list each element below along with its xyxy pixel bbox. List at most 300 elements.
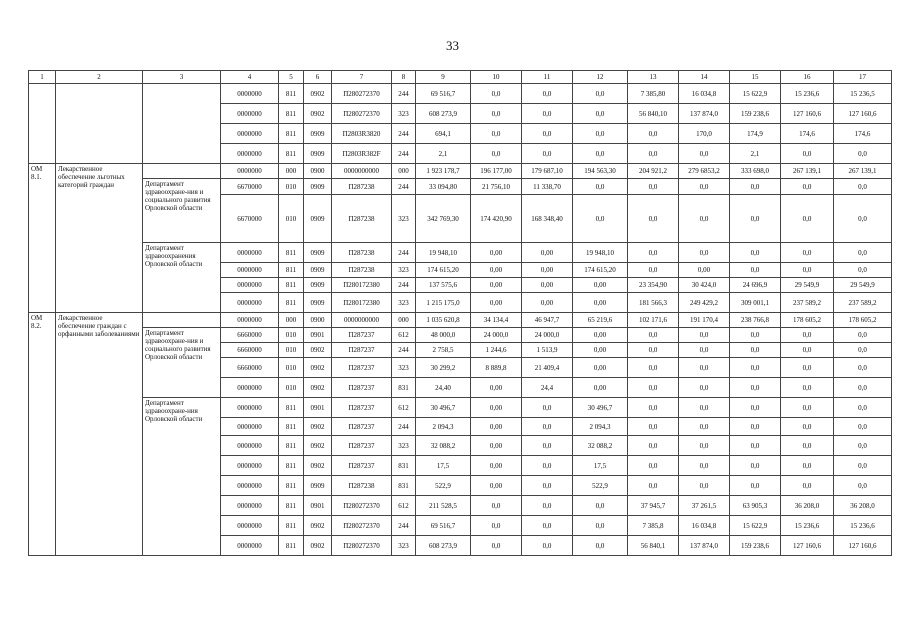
- table-cell: 0,0: [781, 358, 834, 378]
- table-cell: 2 094,3: [416, 418, 471, 436]
- table-cell: 0,00: [471, 398, 522, 418]
- table-cell: 0000000: [221, 278, 279, 293]
- header-cell: 12: [573, 71, 628, 84]
- table-cell: 0,0: [628, 378, 679, 398]
- table-cell: 831: [392, 456, 416, 476]
- header-cell: 10: [471, 71, 522, 84]
- table-cell: 16 034,8: [679, 516, 730, 536]
- table-cell: 0000000: [221, 313, 279, 328]
- table-cell: 333 698,0: [730, 164, 781, 179]
- table-cell: 15 236,5: [834, 84, 892, 104]
- table-cell: 522,9: [573, 476, 628, 496]
- measure-code: ОМ 8.2.: [29, 313, 56, 556]
- table-cell: 0,0: [781, 456, 834, 476]
- table-cell: 34 134,4: [471, 313, 522, 328]
- table-cell: 0,00: [522, 263, 573, 278]
- table-cell: 0000000000: [332, 313, 392, 328]
- measure-code: ОМ 8.1.: [29, 164, 56, 313]
- table-cell: 0,0: [628, 358, 679, 378]
- table-cell: 0,00: [573, 358, 628, 378]
- table-cell: П287238: [332, 179, 392, 195]
- table-cell: 0,0: [628, 328, 679, 343]
- table-cell: 174 615,20: [416, 263, 471, 278]
- table-cell: 0,0: [573, 536, 628, 556]
- table-cell: 0,0: [834, 328, 892, 343]
- table-cell: 15 236,6: [781, 84, 834, 104]
- table-cell: 244: [392, 243, 416, 263]
- table-cell: 323: [392, 104, 416, 124]
- table-cell: 0,0: [628, 144, 679, 164]
- table-cell: 0000000: [221, 293, 279, 313]
- table-cell: П280272370: [332, 104, 392, 124]
- table-cell: 30 424,0: [679, 278, 730, 293]
- table-cell: 811: [279, 536, 304, 556]
- table-body: [29, 71, 892, 556]
- table-cell: 159 238,6: [730, 104, 781, 124]
- table-cell: 0000000: [221, 418, 279, 436]
- table-cell: 168 348,40: [522, 195, 573, 243]
- table-row: [29, 164, 892, 179]
- table-cell: 24 000,0: [522, 328, 573, 343]
- table-cell: П287237: [332, 456, 392, 476]
- table-cell: 811: [279, 144, 304, 164]
- department-name: Департамент здравоохране-ния и социального развития Орловской области: [143, 328, 221, 398]
- table-cell: 0000000: [221, 263, 279, 278]
- table-cell: 0,0: [781, 398, 834, 418]
- table-cell: 244: [392, 124, 416, 144]
- table-cell: 0,0: [679, 378, 730, 398]
- table-cell: 0902: [304, 436, 332, 456]
- table-cell: 0,0: [730, 418, 781, 436]
- table-cell: 0,0: [628, 436, 679, 456]
- header-cell: 7: [332, 71, 392, 84]
- table-cell: 178 605,2: [834, 313, 892, 328]
- table-cell: 238 766,8: [730, 313, 781, 328]
- table-cell: 0,0: [730, 456, 781, 476]
- table-cell: 0,0: [573, 516, 628, 536]
- table-cell: 612: [392, 328, 416, 343]
- table-cell: 0909: [304, 278, 332, 293]
- table-cell: 0901: [304, 398, 332, 418]
- table-cell: 323: [392, 436, 416, 456]
- table-cell: 127 160,6: [781, 104, 834, 124]
- table-cell: 56 840,1: [628, 536, 679, 556]
- table-cell: 0,0: [834, 195, 892, 243]
- table-cell: 0901: [304, 496, 332, 516]
- department-name: [143, 313, 221, 328]
- department-name: Департамент здравоохране-ния и социального развития Орловской области: [143, 179, 221, 243]
- table-cell: 15 236,6: [781, 516, 834, 536]
- table-cell: 6670000: [221, 179, 279, 195]
- table-cell: 69 516,7: [416, 516, 471, 536]
- table-cell: 0,00: [471, 476, 522, 496]
- table-cell: 2,1: [416, 144, 471, 164]
- table-cell: 0902: [304, 516, 332, 536]
- table-cell: 6670000: [221, 195, 279, 243]
- table-cell: П287238: [332, 243, 392, 263]
- table-cell: П287237: [332, 418, 392, 436]
- table-row: [29, 313, 892, 328]
- table-cell: 0,00: [471, 293, 522, 313]
- header-cell: 2: [56, 71, 143, 84]
- table-cell: 0,0: [781, 179, 834, 195]
- table-cell: 174,6: [834, 124, 892, 144]
- table-cell: 0909: [304, 179, 332, 195]
- table-cell: 170,0: [679, 124, 730, 144]
- table-cell: 0902: [304, 536, 332, 556]
- table-cell: 0,0: [522, 536, 573, 556]
- table-cell: 0,00: [522, 278, 573, 293]
- table-cell: 811: [279, 278, 304, 293]
- table-cell: 33 094,80: [416, 179, 471, 195]
- table-cell: 811: [279, 496, 304, 516]
- table-cell: 0,0: [628, 418, 679, 436]
- table-cell: 0,0: [573, 195, 628, 243]
- table-cell: 63 905,3: [730, 496, 781, 516]
- header-cell: 3: [143, 71, 221, 84]
- table-cell: 0,0: [679, 476, 730, 496]
- measure-code: [29, 84, 56, 164]
- table-cell: 23 354,90: [628, 278, 679, 293]
- table-cell: 0902: [304, 343, 332, 358]
- table-cell: 0,0: [730, 476, 781, 496]
- table-cell: 15 622,9: [730, 84, 781, 104]
- table-cell: 0,0: [471, 104, 522, 124]
- table-cell: 0,0: [573, 84, 628, 104]
- table-cell: 0909: [304, 124, 332, 144]
- table-cell: 811: [279, 293, 304, 313]
- table-cell: 0901: [304, 328, 332, 343]
- header-cell: 15: [730, 71, 781, 84]
- table-cell: 0,0: [834, 243, 892, 263]
- table-cell: П287237: [332, 378, 392, 398]
- measure-name: Лекарственное обеспечение льготных категорий граждан: [56, 164, 143, 313]
- table-cell: 0,0: [522, 436, 573, 456]
- table-cell: 0,0: [781, 418, 834, 436]
- table-cell: 11 338,70: [522, 179, 573, 195]
- table-cell: 0,00: [522, 293, 573, 313]
- table-cell: 0,0: [679, 398, 730, 418]
- table-cell: 0,00: [679, 263, 730, 278]
- table-cell: 127 160,6: [834, 104, 892, 124]
- table-cell: 0909: [304, 476, 332, 496]
- table-cell: 612: [392, 496, 416, 516]
- table-cell: 0,0: [573, 124, 628, 144]
- table-cell: 0000000: [221, 243, 279, 263]
- table-cell: 0,0: [522, 144, 573, 164]
- table-cell: 0,0: [834, 358, 892, 378]
- table-cell: 323: [392, 293, 416, 313]
- table-cell: 0,00: [471, 418, 522, 436]
- table-cell: 0,0: [730, 378, 781, 398]
- table-cell: 174 420,90: [471, 195, 522, 243]
- header-cell: 14: [679, 71, 730, 84]
- table-cell: 24,4: [522, 378, 573, 398]
- table-cell: П280272370: [332, 536, 392, 556]
- table-cell: 0,0: [471, 536, 522, 556]
- table-cell: 1 035 620,8: [416, 313, 471, 328]
- table-cell: 0,0: [730, 358, 781, 378]
- table-cell: 244: [392, 343, 416, 358]
- table-cell: 811: [279, 124, 304, 144]
- table-cell: 522,9: [416, 476, 471, 496]
- table-cell: 694,1: [416, 124, 471, 144]
- table-cell: 0000000: [221, 398, 279, 418]
- table-cell: 0,0: [522, 398, 573, 418]
- table-cell: 137 874,0: [679, 536, 730, 556]
- table-cell: 0902: [304, 456, 332, 476]
- table-row: [29, 84, 892, 104]
- table-cell: 21 756,10: [471, 179, 522, 195]
- table-cell: 0000000: [221, 496, 279, 516]
- header-cell: 1: [29, 71, 56, 84]
- table-cell: 6660000: [221, 358, 279, 378]
- table-cell: 000: [392, 164, 416, 179]
- table-cell: 0000000: [221, 536, 279, 556]
- table-header-row: [29, 71, 892, 84]
- table-cell: 0,0: [834, 418, 892, 436]
- table-cell: 0,0: [522, 456, 573, 476]
- table-cell: 0000000000: [332, 164, 392, 179]
- table-cell: 811: [279, 243, 304, 263]
- table-cell: 0,0: [471, 496, 522, 516]
- table-cell: 1 513,9: [522, 343, 573, 358]
- table-cell: 0,0: [471, 144, 522, 164]
- measure-name: Лекарственное обеспечение граждан с орфанными заболеваниями: [56, 313, 143, 556]
- table-cell: П287238: [332, 195, 392, 243]
- table-cell: 0,0: [730, 243, 781, 263]
- table-cell: 19 948,10: [573, 243, 628, 263]
- table-cell: 323: [392, 195, 416, 243]
- table-cell: 0909: [304, 144, 332, 164]
- table-cell: 0,0: [628, 456, 679, 476]
- table-cell: 010: [279, 378, 304, 398]
- table-cell: 0,0: [834, 456, 892, 476]
- table-cell: 191 170,4: [679, 313, 730, 328]
- table-cell: 204 921,2: [628, 164, 679, 179]
- table-cell: 181 566,3: [628, 293, 679, 313]
- table-cell: 0,0: [628, 195, 679, 243]
- table-cell: 0909: [304, 195, 332, 243]
- table-cell: 0902: [304, 358, 332, 378]
- table-cell: 32 088,2: [416, 436, 471, 456]
- table-cell: 16 034,8: [679, 84, 730, 104]
- table-cell: 48 000,0: [416, 328, 471, 343]
- table-cell: 309 001,1: [730, 293, 781, 313]
- header-cell: 16: [781, 71, 834, 84]
- table-cell: 137 575,6: [416, 278, 471, 293]
- table-cell: П287238: [332, 263, 392, 278]
- table-cell: 0,0: [834, 343, 892, 358]
- table-cell: П287237: [332, 436, 392, 456]
- table-cell: 323: [392, 263, 416, 278]
- table-cell: 0,0: [679, 456, 730, 476]
- table-cell: 0,0: [679, 436, 730, 456]
- table-cell: 0,0: [471, 84, 522, 104]
- table-row: [29, 398, 892, 418]
- table-cell: 279 6853,2: [679, 164, 730, 179]
- table-cell: 0,00: [522, 243, 573, 263]
- table-cell: 0,00: [471, 278, 522, 293]
- table-cell: П287237: [332, 398, 392, 418]
- table-cell: 137 874,0: [679, 104, 730, 124]
- table-cell: 15 236,6: [834, 516, 892, 536]
- table-cell: 000: [279, 313, 304, 328]
- table-cell: 211 528,5: [416, 496, 471, 516]
- table-cell: 0,00: [573, 328, 628, 343]
- header-cell: 8: [392, 71, 416, 84]
- table-cell: 0,0: [834, 398, 892, 418]
- table-cell: 0,0: [471, 516, 522, 536]
- table-cell: 0,0: [730, 195, 781, 243]
- table-cell: 323: [392, 358, 416, 378]
- table-cell: 0,0: [628, 398, 679, 418]
- table-cell: П287237: [332, 343, 392, 358]
- table-cell: 0,0: [628, 263, 679, 278]
- table-cell: 0000000: [221, 476, 279, 496]
- table-cell: 2 758,5: [416, 343, 471, 358]
- header-cell: 5: [279, 71, 304, 84]
- table-cell: 0,0: [730, 179, 781, 195]
- table-cell: 0,0: [679, 179, 730, 195]
- department-name: Департамент здравоохране-ния Орловской области: [143, 398, 221, 556]
- table-cell: П2803R3820: [332, 124, 392, 144]
- table-cell: 0000000: [221, 124, 279, 144]
- table-cell: 0,0: [781, 378, 834, 398]
- table-cell: 831: [392, 378, 416, 398]
- table-cell: 0,00: [573, 278, 628, 293]
- table-cell: 0,0: [781, 343, 834, 358]
- table-cell: 0,0: [730, 398, 781, 418]
- page-number: 33: [446, 38, 459, 53]
- table-cell: 249 429,2: [679, 293, 730, 313]
- table-cell: 0,00: [573, 343, 628, 358]
- table-cell: 6660000: [221, 343, 279, 358]
- table-cell: 010: [279, 358, 304, 378]
- table-cell: 0000000: [221, 378, 279, 398]
- table-cell: 0000000: [221, 456, 279, 476]
- table-cell: 811: [279, 516, 304, 536]
- table-cell: 0,0: [522, 84, 573, 104]
- table-cell: П280272370: [332, 516, 392, 536]
- table-cell: 1 215 175,0: [416, 293, 471, 313]
- table-cell: 30 496,7: [416, 398, 471, 418]
- table-cell: 244: [392, 278, 416, 293]
- table-cell: 0,0: [781, 328, 834, 343]
- measure-name: [56, 84, 143, 164]
- table-cell: 010: [279, 195, 304, 243]
- table-cell: П2803R382F: [332, 144, 392, 164]
- table-cell: 0,0: [573, 496, 628, 516]
- header-cell: 17: [834, 71, 892, 84]
- table-cell: 0,0: [834, 179, 892, 195]
- table-cell: 0,0: [781, 263, 834, 278]
- table-cell: 0902: [304, 104, 332, 124]
- table-cell: 0,0: [834, 378, 892, 398]
- table-cell: 608 273,9: [416, 536, 471, 556]
- table-cell: 831: [392, 476, 416, 496]
- table-cell: 0,0: [781, 436, 834, 456]
- table-cell: 0,0: [522, 124, 573, 144]
- table-cell: 0,0: [781, 144, 834, 164]
- table-cell: П287237: [332, 328, 392, 343]
- table-cell: 0,0: [679, 195, 730, 243]
- table-cell: 0000000: [221, 84, 279, 104]
- table-cell: 0,0: [628, 243, 679, 263]
- table-cell: 0,0: [573, 104, 628, 124]
- table-cell: 0,0: [834, 144, 892, 164]
- table-cell: 0,0: [679, 243, 730, 263]
- table-cell: 010: [279, 343, 304, 358]
- table-cell: 237 589,2: [834, 293, 892, 313]
- table-cell: 0902: [304, 84, 332, 104]
- table-cell: 179 687,10: [522, 164, 573, 179]
- table-cell: 0,00: [573, 293, 628, 313]
- table-cell: П280272370: [332, 84, 392, 104]
- table-cell: 0,0: [781, 476, 834, 496]
- table-cell: 7 385,80: [628, 84, 679, 104]
- table-cell: 244: [392, 516, 416, 536]
- table-cell: 0909: [304, 243, 332, 263]
- table-cell: 237 589,2: [781, 293, 834, 313]
- table-cell: 0000000: [221, 436, 279, 456]
- table-cell: 811: [279, 398, 304, 418]
- table-cell: 0902: [304, 418, 332, 436]
- table-cell: 0,0: [679, 358, 730, 378]
- department-name: [143, 84, 221, 164]
- table-cell: 0,00: [471, 263, 522, 278]
- table-cell: 17,5: [573, 456, 628, 476]
- table-cell: 24,40: [416, 378, 471, 398]
- table-cell: 0,0: [834, 436, 892, 456]
- table-cell: 811: [279, 84, 304, 104]
- table-cell: 0,0: [522, 418, 573, 436]
- table-cell: 29 549,9: [781, 278, 834, 293]
- table-cell: 0,0: [573, 144, 628, 164]
- table-cell: 0,0: [781, 243, 834, 263]
- table-cell: 24 696,9: [730, 278, 781, 293]
- table-cell: 0902: [304, 378, 332, 398]
- table-cell: 30 496,7: [573, 398, 628, 418]
- table-cell: П287237: [332, 358, 392, 378]
- table-cell: 0,00: [471, 378, 522, 398]
- table-cell: П280172380: [332, 293, 392, 313]
- table-cell: 102 171,6: [628, 313, 679, 328]
- table-cell: 178 605,2: [781, 313, 834, 328]
- table-cell: 000: [392, 313, 416, 328]
- table-cell: 0000000: [221, 144, 279, 164]
- table-cell: 0,0: [679, 144, 730, 164]
- table-cell: 0,0: [573, 179, 628, 195]
- table-cell: 811: [279, 104, 304, 124]
- table-cell: 811: [279, 263, 304, 278]
- table-cell: 0,0: [781, 195, 834, 243]
- table-cell: 159 238,6: [730, 536, 781, 556]
- table-cell: 0909: [304, 263, 332, 278]
- table-cell: 15 622,9: [730, 516, 781, 536]
- table-cell: 17,5: [416, 456, 471, 476]
- table-cell: 342 769,30: [416, 195, 471, 243]
- header-cell: 11: [522, 71, 573, 84]
- table-cell: 0,0: [834, 476, 892, 496]
- table-cell: 56 840,10: [628, 104, 679, 124]
- table-cell: П287238: [332, 476, 392, 496]
- table-cell: 7 385,8: [628, 516, 679, 536]
- table-cell: 811: [279, 456, 304, 476]
- table-cell: 24 000,0: [471, 328, 522, 343]
- table-cell: 37 945,7: [628, 496, 679, 516]
- table-cell: 0909: [304, 293, 332, 313]
